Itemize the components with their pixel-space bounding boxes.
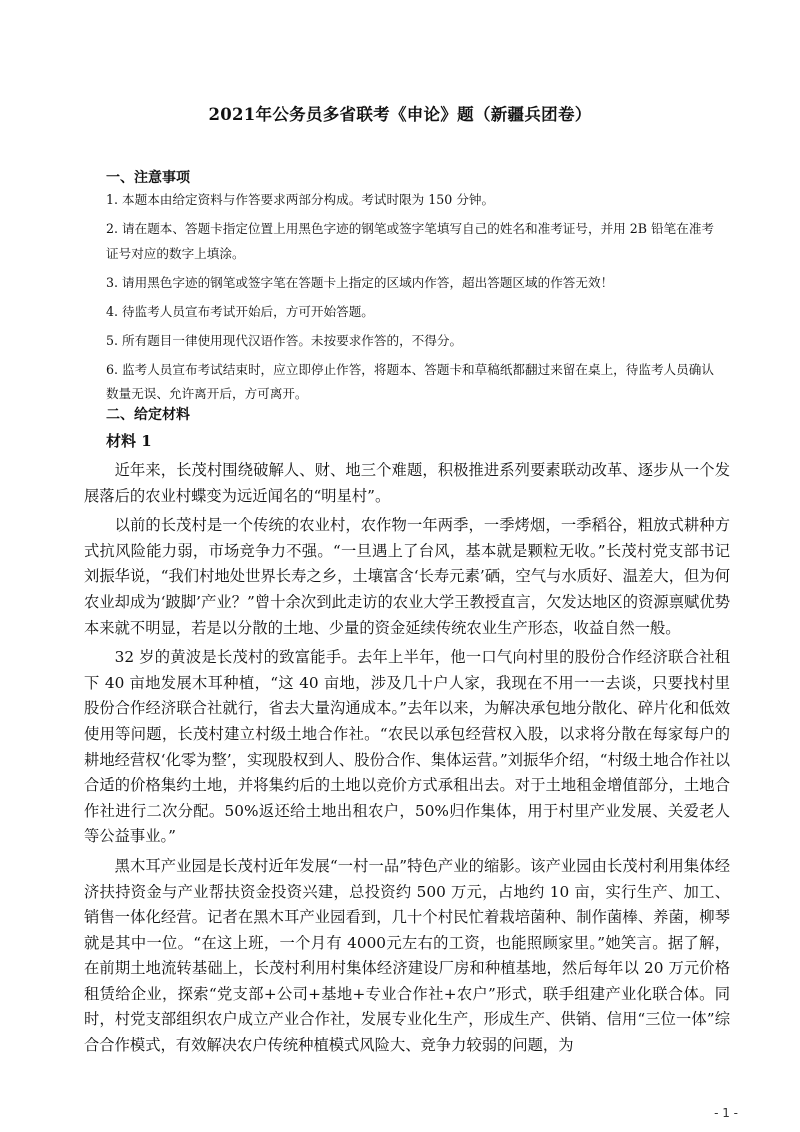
section-heading-notices: 一、注意事项 <box>106 170 190 186</box>
page-number: - 1 - <box>714 1106 738 1120</box>
material-body <box>84 458 730 1063</box>
section-heading-materials: 二、给定材料 <box>106 407 190 423</box>
notice-item: 1. 本题本由给定资料与作答要求两部分构成。考试时限为 150 分钟。 <box>106 192 495 207</box>
page-title: 2021年公务员多省联考《申论》题（新疆兵团卷） <box>208 105 592 124</box>
paragraph: 近年来，长茂村围绕破解人、财、地三个难题，积极推进系列要素联动改革、逐步从一个发展落后的农业村蝶变为远近闻名的“明星村”。 <box>84 461 730 505</box>
paragraph: 以前的长茂村是一个传统的农业村，农作物一年两季，一季烤烟，一季稻谷，粗放式耕种方式抗风险能力弱，市场竞争力不强。“一旦遇上了台风，基本就是颗粒无收。”长茂村党支部书记刘振华说，“我们村地处世界长寿之乡，土壤富含‘长寿元素’硒，空气与水质好、温差大，但为何农业却成为‘跛脚’产业？”曾十余次到此走访的农业大学王教授直言，欠发达地区的资源禀赋优势本来就不明显，若是以分散的土地、少量的资金延续传统农业生产形态，收益自然一般。 <box>84 516 730 637</box>
notice-item: 5. 所有题目一律使用现代汉语作答。未按要求作答的，不得分。 <box>106 332 463 348</box>
notices-list <box>106 188 716 411</box>
notice-item: 6. 监考人员宣布考试结束时，应立即停止作答，将题本、答题卡和草稿纸都翻过来留在桌上，待监考人员确认数量无误、允许离开后，方可离开。 <box>106 361 714 401</box>
material-heading: 材料 1 <box>106 432 152 450</box>
notice-item: 2. 请在题本、答题卡指定位置上用黑色字迹的钢笔或签字笔填写自己的姓名和准考证号，并用 2B 铅笔在准考证号对应的数字上填涂。 <box>106 221 715 261</box>
notice-item: 4. 待监考人员宣布考试开始后，方可开始答题。 <box>106 303 374 319</box>
paragraph: 黑木耳产业园是长茂村近年发展“一村一品”特色产业的缩影。该产业园由长茂村利用集体经济扶持资金与产业帮扶资金投资兴建，总投资约 500 万元，占地约 10 亩，实行生产、加工、销售一体化经营。记者在黑木耳产业园看到，几十个村民忙着栽培菌种、制作菌棒、养菌，柳琴就是其中一位。“在这上班，一个月有 4000元左右的工资，也能照顾家里。”她笑言。据了解，在前期土地流转基础上，长茂村利用村集体经济建设厂房和种植基地，然后每年以 20 万元价格租赁给企业，探索“党支部+公司+基地+专业合作社+农户”形式，联手组建产业化联合体。同时，村党支部组织农户成立产业合作社，发展专业化生产，形成生产、供销、信用“三位一体”综合合作模式，有效解决农户传统种植模式风险大、竞争力较弱的问题，为 <box>84 856 730 1055</box>
notice-item: 3. 请用黑色字迹的钢笔或签字笔在答题卡上指定的区域内作答，超出答题区域的作答无效！ <box>106 274 614 290</box>
paragraph: 32 岁的黄波是长茂村的致富能手。去年上半年，他一口气向村里的股份合作经济联合社租下 40 亩地发展木耳种植，“这 40 亩地，涉及几十户人家，我现在不用一一去谈，只要找村里股份合作经济联合社就行，省去大量沟通成本。”去年以来，为解决承包地分散化、碎片化和低效使用等问题，长茂村建立村级土地合作社。“农民以承包经营权入股，以求将分散在每家每户的耕地经营权‘化零为整’，实现股权到人、股份合作、集体运营。”刘振华介绍，“村级土地合作社以合适的价格集约土地，并将集约后的土地以竞价方式承租出去。对于土地租金增值部分，土地合作社进行二次分配。50%返还给土地出租农户，50%归作集体，用于村里产业发展、关爱老人等公益事业。” <box>84 648 730 846</box>
